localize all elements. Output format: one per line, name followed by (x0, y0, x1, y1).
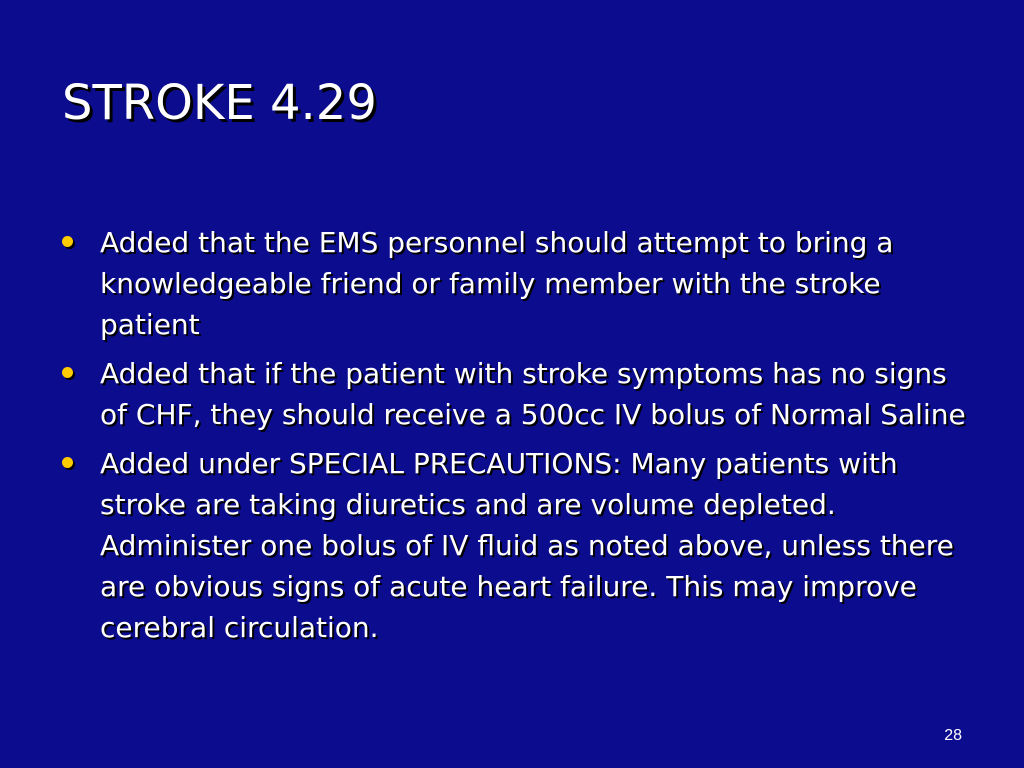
bullet-dot-icon (62, 367, 73, 378)
bullet-text-3: Added under SPECIAL PRECAUTIONS: Many patients with stroke are taking diuretics and are volume depleted. Administer one bolus of IV fluid as noted above, unless there are obvious signs of acute heart failure. This may improve cerebral circulation. (100, 447, 954, 644)
bullet-item-2 (62, 353, 972, 435)
slide-title: STROKE 4.29 (62, 75, 377, 131)
bullet-dot-icon (62, 236, 73, 247)
bullet-item-3 (62, 443, 972, 648)
bullet-dot-icon (62, 457, 73, 468)
page-number: 28 (944, 727, 962, 744)
bullet-text-1: Added that the EMS personnel should attempt to bring a knowledgeable friend or family member with the stroke patient (100, 226, 894, 341)
bullet-text-2: Added that if the patient with stroke symptoms has no signs of CHF, they should receive a 500cc IV bolus of Normal Saline (100, 357, 966, 431)
bullet-item-1 (62, 222, 972, 345)
bullet-list (62, 222, 972, 656)
